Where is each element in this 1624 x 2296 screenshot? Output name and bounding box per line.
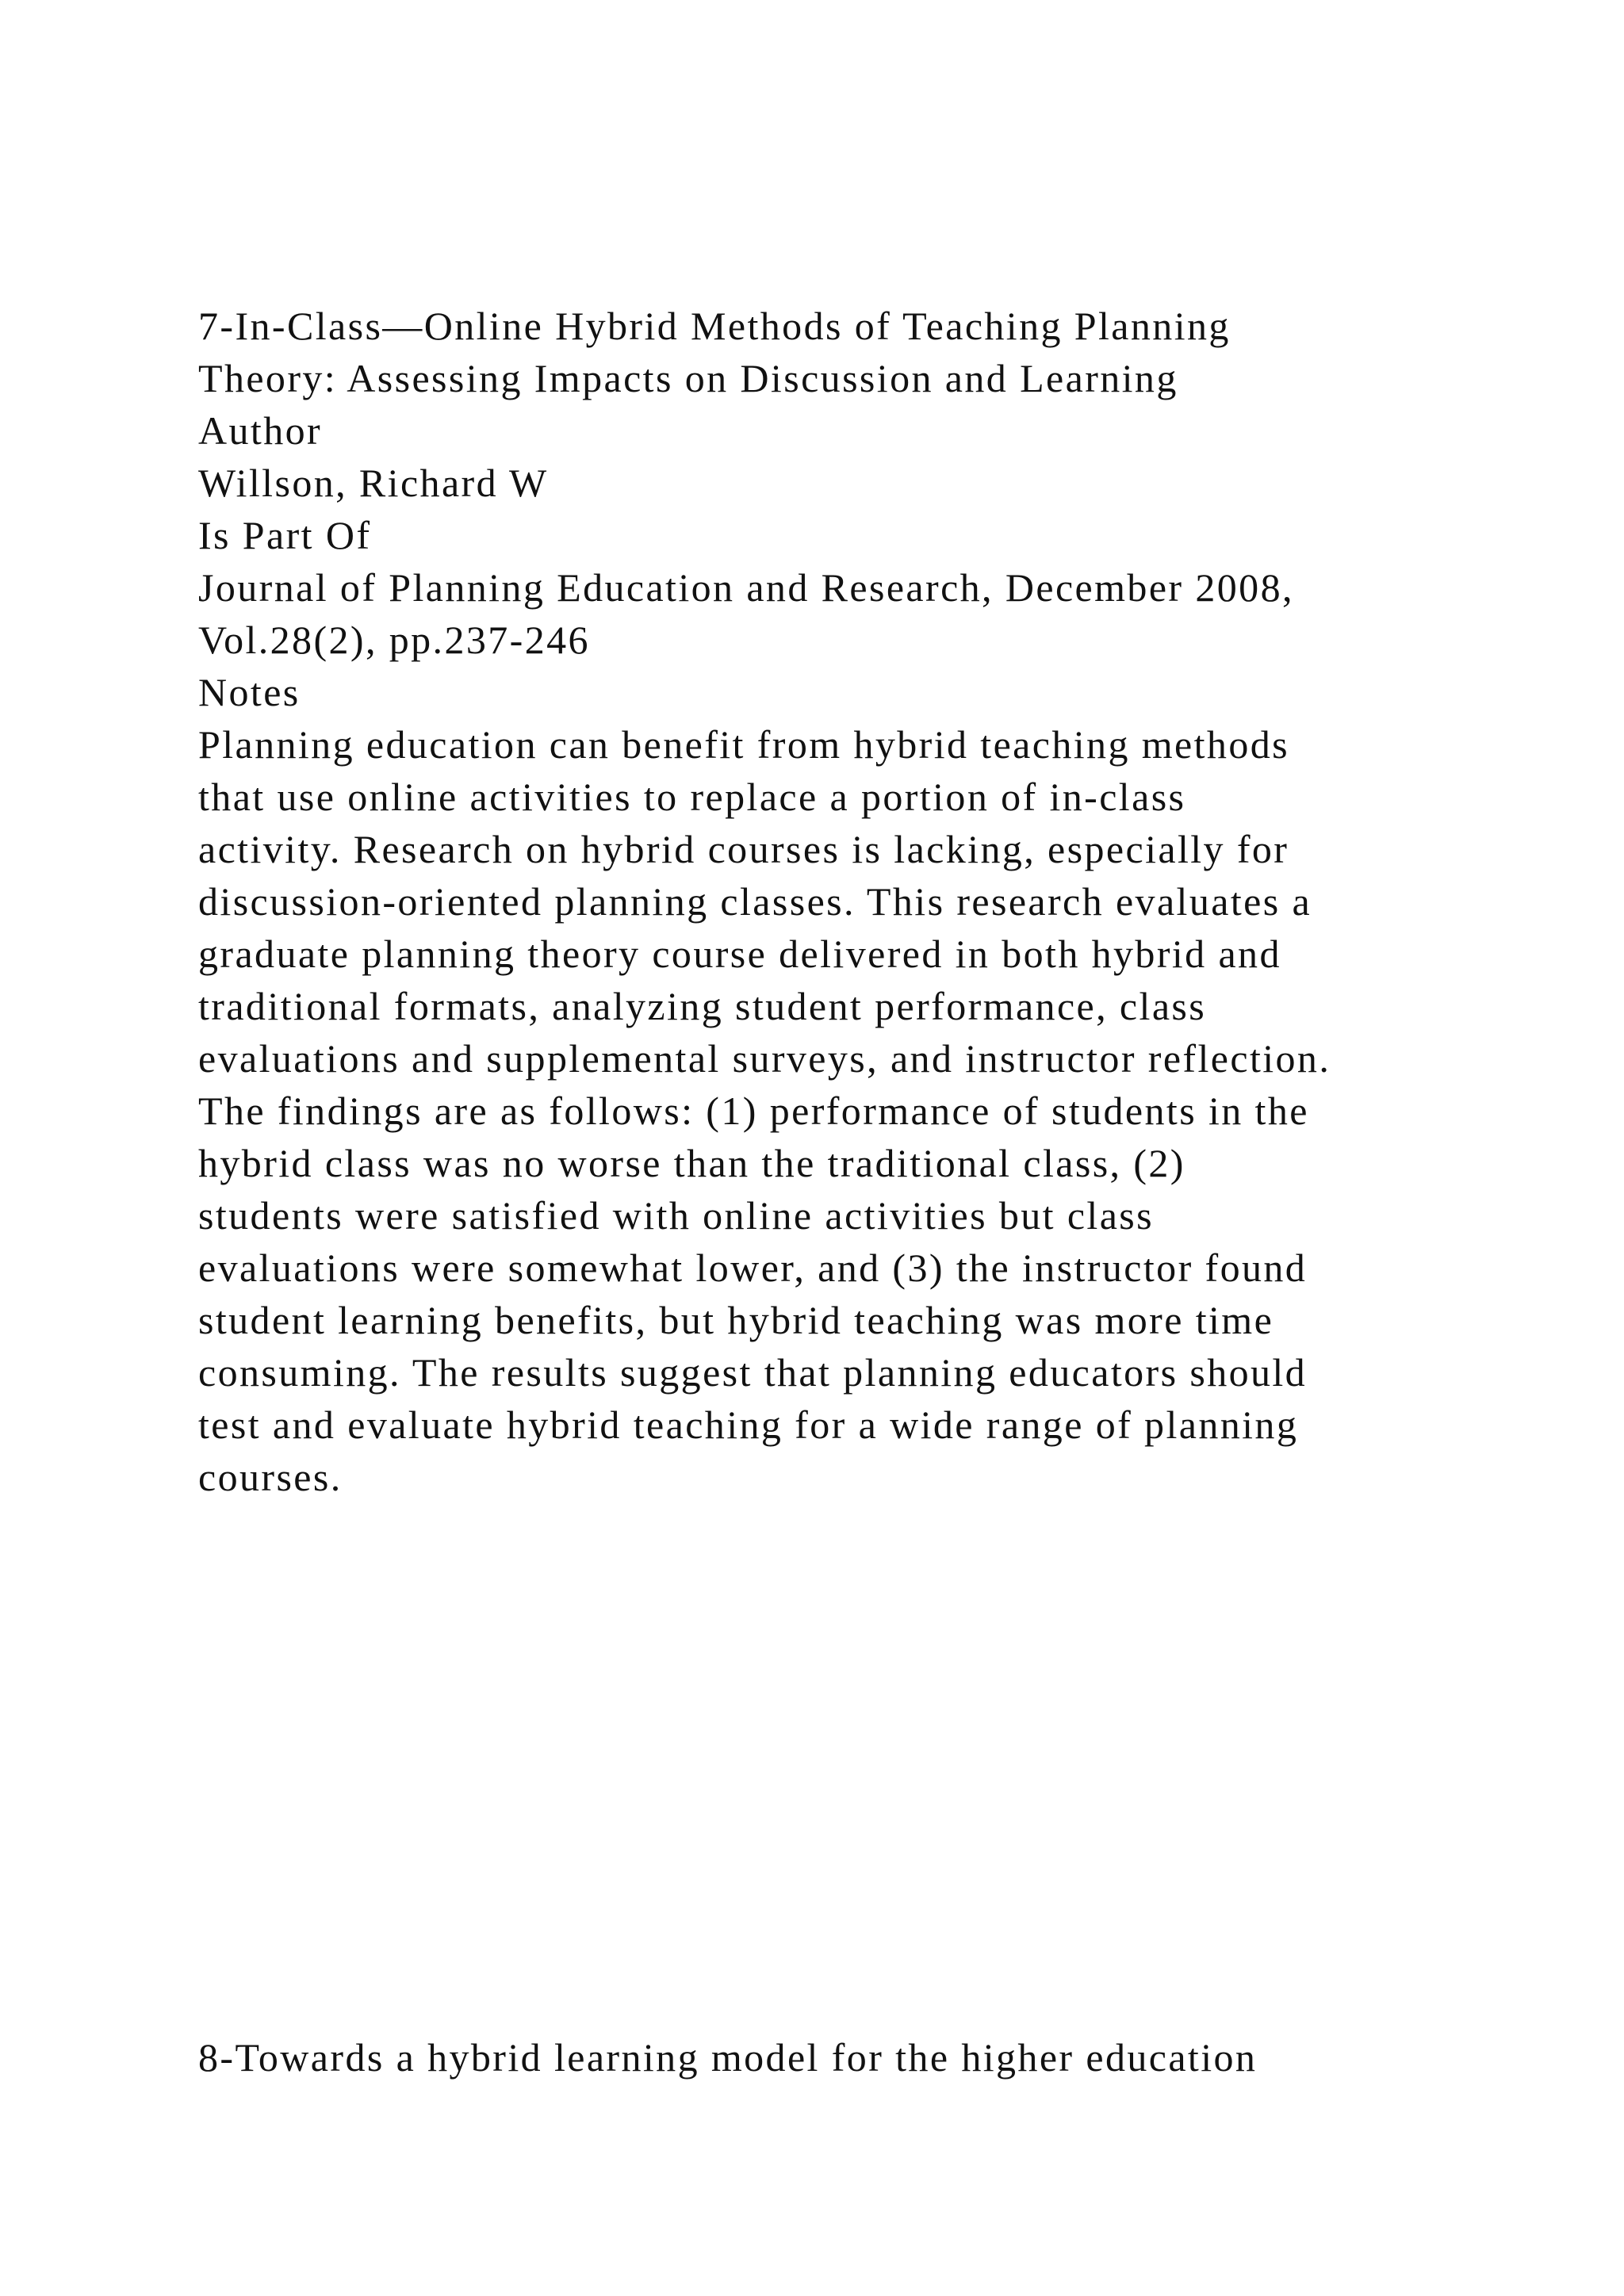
journal-citation-line: Journal of Planning Education and Research, December 2008,: [198, 565, 1294, 610]
abstract-line: traditional formats, analyzing student performance, class: [198, 984, 1207, 1028]
abstract-line: activity. Research on hybrid courses is lacking, especially for: [198, 827, 1289, 871]
abstract-line: students were satisfied with online activities but class: [198, 1193, 1155, 1238]
author-name: Willson, Richard W: [198, 461, 549, 505]
abstract-line: consuming. The results suggest that planning educators should: [198, 1350, 1308, 1395]
part-of-label: Is Part Of: [198, 513, 372, 557]
abstract-line: that use online activities to replace a portion of in-class: [198, 775, 1186, 819]
abstract-line: Planning education can benefit from hybrid teaching methods: [198, 722, 1289, 767]
entry-title-line: Theory: Assessing Impacts on Discussion and Learning: [198, 356, 1178, 400]
notes-label: Notes: [198, 670, 301, 714]
journal-citation-line: Vol.28(2), pp.237-246: [198, 618, 590, 662]
entry-title-line: 7-In-Class—Online Hybrid Methods of Teaching Planning: [198, 304, 1231, 348]
reference-entry-8: [198, 2031, 1546, 2084]
abstract-line: hybrid class was no worse than the traditional class, (2): [198, 1141, 1185, 1185]
abstract-line: student learning benefits, but hybrid teaching was more time: [198, 1298, 1274, 1342]
abstract-line: test and evaluate hybrid teaching for a wide range of planning: [198, 1402, 1299, 1447]
abstract-line: discussion-oriented planning classes. This research evaluates a: [198, 879, 1312, 924]
entry-title-line: 8-Towards a hybrid learning model for the higher education: [198, 2035, 1258, 2080]
author-label: Author: [198, 408, 323, 453]
abstract-line: evaluations were somewhat lower, and (3) the instructor found: [198, 1246, 1308, 1290]
abstract-line: graduate planning theory course delivered in both hybrid and: [198, 932, 1281, 976]
abstract-line: evaluations and supplemental surveys, and instructor reflection.: [198, 1036, 1331, 1081]
reference-entry-7: [198, 300, 1546, 1503]
abstract-line: courses.: [198, 1455, 343, 1499]
abstract-line: The findings are as follows: (1) performance of students in the: [198, 1089, 1309, 1133]
